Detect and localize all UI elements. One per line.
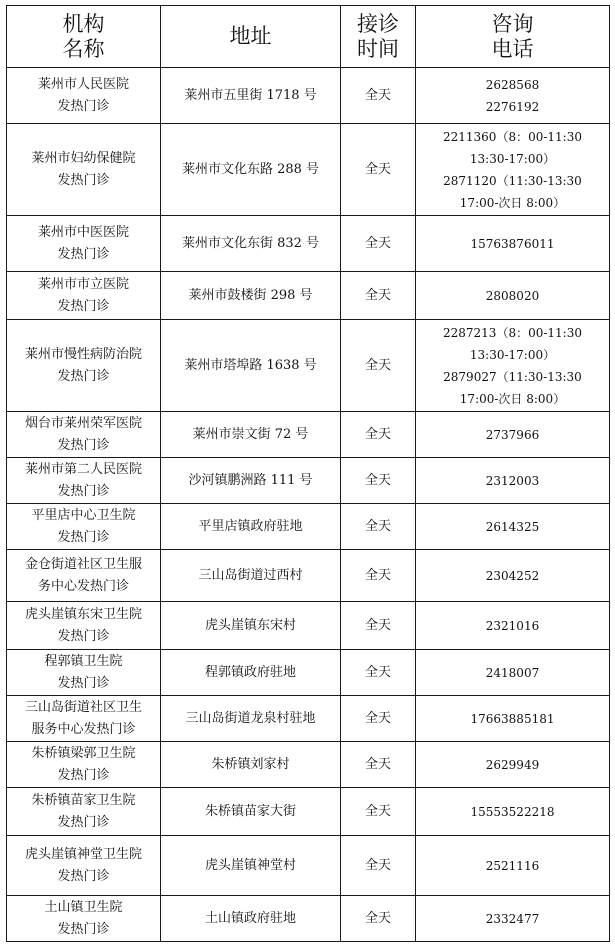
institution-name: 虎头崖镇神堂卫生院 发热门诊 xyxy=(7,836,161,896)
table-row xyxy=(7,696,610,742)
reception-time: 全天 xyxy=(341,696,416,742)
table-row xyxy=(7,602,610,650)
table-row xyxy=(7,836,610,896)
header-institution-name: 机构 名称 xyxy=(7,6,161,68)
phone: 2304252 xyxy=(416,550,610,602)
institution-name: 朱桥镇梁郭卫生院 发热门诊 xyxy=(7,742,161,788)
phone: 2332477 xyxy=(416,896,610,942)
phone: 2211360（8：00-11:30 13:30-17:00） 2871120（11:30-13:30 17:00-次日 8:00） xyxy=(416,124,610,216)
address: 沙河镇鹏洲路 111 号 xyxy=(161,458,341,504)
address: 莱州市崇文街 72 号 xyxy=(161,412,341,458)
institution-name: 莱州市慢性病防治院 发热门诊 xyxy=(7,320,161,412)
institution-name: 莱州市人民医院 发热门诊 xyxy=(7,68,161,124)
phone: 17663885181 xyxy=(416,696,610,742)
address: 莱州市五里街 1718 号 xyxy=(161,68,341,124)
fever-clinic-table xyxy=(6,5,610,942)
reception-time: 全天 xyxy=(341,124,416,216)
reception-time: 全天 xyxy=(341,650,416,696)
table-row xyxy=(7,650,610,696)
table-row xyxy=(7,216,610,272)
institution-name: 平里店中心卫生院 发热门诊 xyxy=(7,504,161,550)
institution-name: 莱州市市立医院 发热门诊 xyxy=(7,272,161,320)
address: 程郭镇政府驻地 xyxy=(161,650,341,696)
phone: 2418007 xyxy=(416,650,610,696)
table-row xyxy=(7,788,610,836)
table-header-row xyxy=(7,6,610,68)
institution-name: 三山岛街道社区卫生 服务中心发热门诊 xyxy=(7,696,161,742)
reception-time: 全天 xyxy=(341,836,416,896)
phone: 2521116 xyxy=(416,836,610,896)
institution-name: 烟台市莱州荣军医院 发热门诊 xyxy=(7,412,161,458)
reception-time: 全天 xyxy=(341,788,416,836)
phone: 15553522218 xyxy=(416,788,610,836)
reception-time: 全天 xyxy=(341,550,416,602)
phone: 2614325 xyxy=(416,504,610,550)
address: 三山岛街道龙泉村驻地 xyxy=(161,696,341,742)
address: 土山镇政府驻地 xyxy=(161,896,341,942)
reception-time: 全天 xyxy=(341,320,416,412)
table-row xyxy=(7,320,610,412)
address: 虎头崖镇东宋村 xyxy=(161,602,341,650)
reception-time: 全天 xyxy=(341,272,416,320)
reception-time: 全天 xyxy=(341,412,416,458)
table-row xyxy=(7,742,610,788)
institution-name: 虎头崖镇东宋卫生院 发热门诊 xyxy=(7,602,161,650)
phone: 2737966 xyxy=(416,412,610,458)
reception-time: 全天 xyxy=(341,602,416,650)
institution-name: 朱桥镇苗家卫生院 发热门诊 xyxy=(7,788,161,836)
table-row xyxy=(7,412,610,458)
phone: 2321016 xyxy=(416,602,610,650)
institution-name: 金仓街道社区卫生服 务中心发热门诊 xyxy=(7,550,161,602)
phone: 2312003 xyxy=(416,458,610,504)
reception-time: 全天 xyxy=(341,458,416,504)
table-row xyxy=(7,272,610,320)
address: 朱桥镇苗家大街 xyxy=(161,788,341,836)
address: 朱桥镇刘家村 xyxy=(161,742,341,788)
table-row xyxy=(7,458,610,504)
institution-name: 莱州市中医医院 发热门诊 xyxy=(7,216,161,272)
table-row xyxy=(7,68,610,124)
reception-time: 全天 xyxy=(341,896,416,942)
institution-name: 土山镇卫生院 发热门诊 xyxy=(7,896,161,942)
header-phone: 咨询 电话 xyxy=(416,6,610,68)
institution-name: 莱州市妇幼保健院 发热门诊 xyxy=(7,124,161,216)
reception-time: 全天 xyxy=(341,742,416,788)
reception-time: 全天 xyxy=(341,504,416,550)
phone: 2629949 xyxy=(416,742,610,788)
address: 平里店镇政府驻地 xyxy=(161,504,341,550)
phone: 2628568 2276192 xyxy=(416,68,610,124)
phone: 15763876011 xyxy=(416,216,610,272)
header-reception-time: 接诊 时间 xyxy=(341,6,416,68)
phone: 2287213（8：00-11:30 13:30-17:00） 2879027（11:30-13:30 17:00-次日 8:00） xyxy=(416,320,610,412)
table-row xyxy=(7,124,610,216)
phone: 2808020 xyxy=(416,272,610,320)
header-address: 地址 xyxy=(161,6,341,68)
institution-name: 程郭镇卫生院 发热门诊 xyxy=(7,650,161,696)
address: 莱州市塔埠路 1638 号 xyxy=(161,320,341,412)
table-row xyxy=(7,550,610,602)
table-row xyxy=(7,896,610,942)
address: 虎头崖镇神堂村 xyxy=(161,836,341,896)
address: 三山岛街道过西村 xyxy=(161,550,341,602)
reception-time: 全天 xyxy=(341,68,416,124)
address: 莱州市文化东街 832 号 xyxy=(161,216,341,272)
reception-time: 全天 xyxy=(341,216,416,272)
table-row xyxy=(7,504,610,550)
address: 莱州市鼓楼街 298 号 xyxy=(161,272,341,320)
institution-name: 莱州市第二人民医院 发热门诊 xyxy=(7,458,161,504)
address: 莱州市文化东路 288 号 xyxy=(161,124,341,216)
